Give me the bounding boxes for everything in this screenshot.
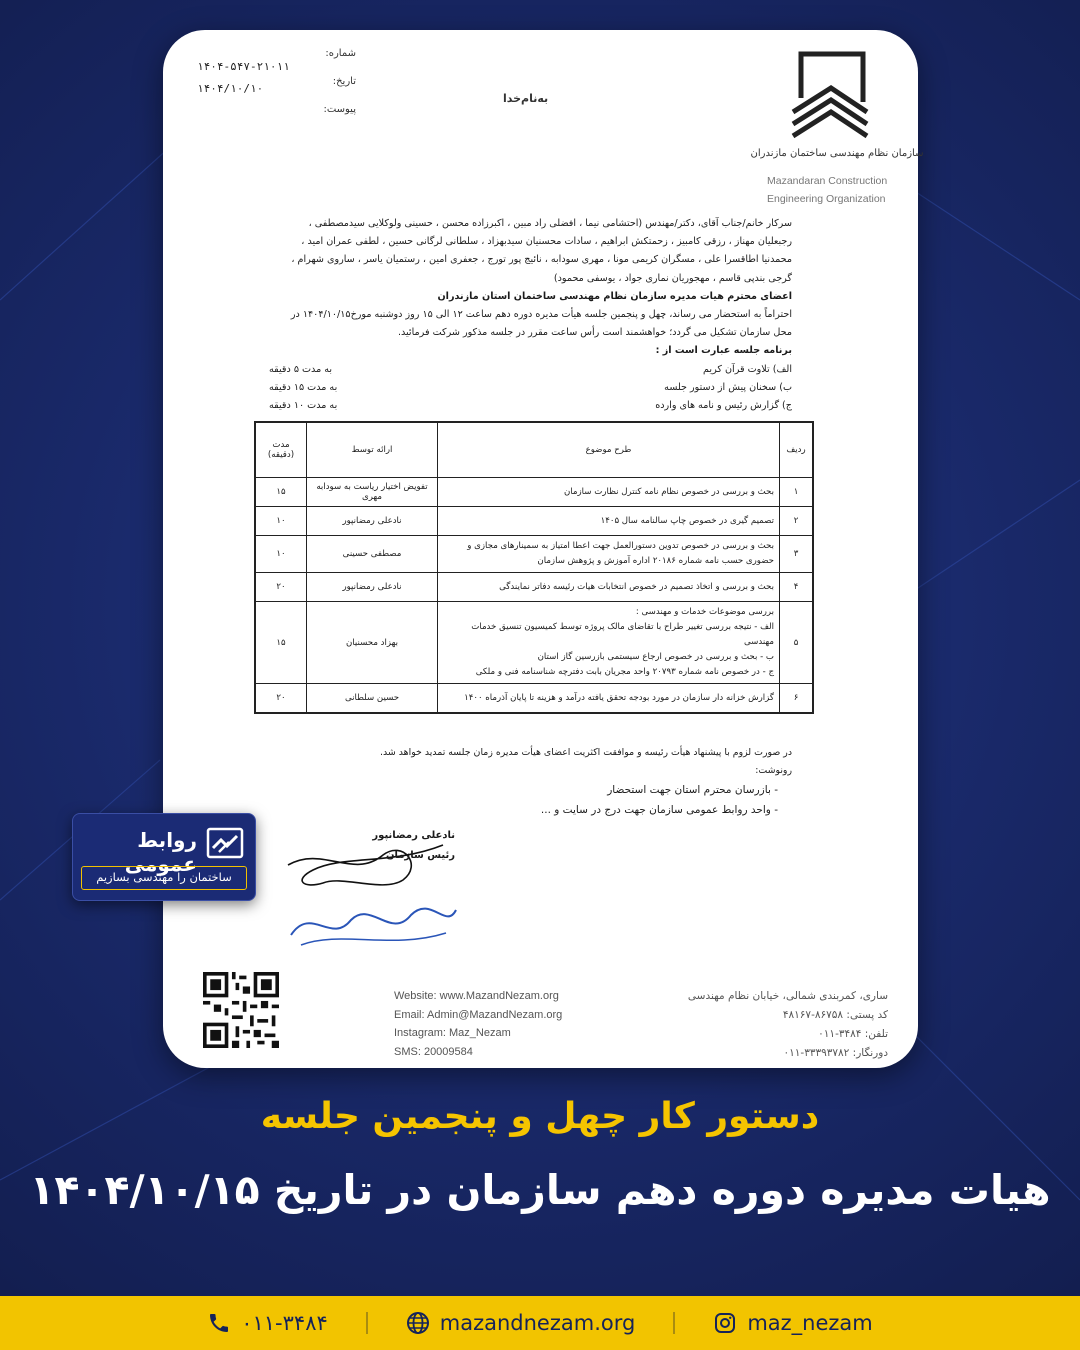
agenda-row (256, 573, 813, 602)
badge-title: روابط عمومی (124, 828, 197, 876)
label-date: تاریخ: (332, 76, 356, 87)
agenda-presenter: نادعلی رمضانپور (307, 573, 438, 602)
basmala: به‌نام‌خدا (503, 92, 549, 105)
agenda-row-number: ۲ (780, 507, 813, 536)
program-item (269, 361, 792, 379)
program-item-duration: به مدت ۵ دقیقه (269, 363, 333, 375)
agenda-body (256, 478, 813, 713)
agenda-topic (438, 507, 780, 536)
extension-note: در صورت لزوم با پیشنهاد هیأت رئیسه و موافقت اکثریت اعضای هیأت مدیره زمان جلسه تمدید خواهد شد. (380, 747, 792, 758)
program-item (269, 379, 792, 397)
agenda-topic (438, 602, 780, 684)
cc-item: - بازرسان محترم استان جهت استحضار (607, 784, 778, 796)
program-title: برنامه جلسه عبارت است از : (655, 345, 792, 357)
footer-fax: دورنگار: ۳۳۳۹۳۷۸۲-۰۱۱ (783, 1047, 888, 1059)
agenda-row (256, 507, 813, 536)
program-item-text: الف) تلاوت قرآن کریم (703, 363, 792, 375)
agenda-topic-line: الف - نتیجه بررسی تغییر طراح با تقاضای مالک پروژه توسط کمیسیون تنسیق خدمات (471, 622, 774, 632)
agenda-row (256, 536, 813, 573)
signer-title: رئیس سازمان (385, 850, 455, 861)
footer-sms: SMS: 20009584 (394, 1045, 473, 1058)
agenda-topic-line: بحث و بررسی و اتخاذ تصمیم در خصوص انتخابات هیات رئیسه دفاتر نمایندگی (499, 581, 774, 592)
footer-instagram: Instagram: Maz_Nezam (394, 1027, 511, 1039)
instagram-icon (713, 1311, 737, 1335)
header-topic: طرح موضوع (438, 423, 780, 478)
letter-document (163, 30, 924, 1068)
org-en-line1: Mazandaran Construction (767, 175, 888, 187)
agenda-duration: ۲۰ (256, 684, 307, 713)
program-item-duration: به مدت ۱۰ دقیقه (269, 400, 338, 412)
agenda-presenter: تفویض اختیار ریاست به سودابه مهری (307, 478, 438, 507)
agenda-topic-line: گزارش خزانه دار سازمان در مورد بودجه تحقق یافته درآمد و هزینه تا پایان آذرماه ۱۴۰۰ (464, 692, 774, 703)
agenda-row-number: ۱ (780, 478, 813, 507)
footer-address: ساری، کمربندی شمالی، خیابان نظام مهندسی (687, 990, 888, 1002)
qr-code (203, 972, 279, 1048)
agenda-row-number: ۶ (780, 684, 813, 713)
svg-text:سازمان نظام مهندسی ساختمان ماز: سازمان نظام مهندسی ساختمان مازندران (750, 148, 924, 159)
recipients-line: سرکار خانم/جناب آقای، دکتر/مهندس (احتشامی نیما ، افضلی راد مبین ، اکبرزاده محسن ، حسینی ولوکلایی سیدمصطفی ، (308, 218, 792, 229)
recipients-line: گرجی بندپی قاسم ، مهجوریان نماری جواد ، یوسفی محمود) (553, 272, 792, 284)
header-presenter: ارائه توسط (307, 423, 438, 478)
org-en-line2: Engineering Organization (767, 193, 886, 205)
agenda-topic (438, 536, 780, 573)
header-duration: مدت (دقیقه) (256, 423, 307, 478)
letter-meta-labels (306, 40, 356, 124)
headline-secondary: هیات مدیره دوره دهم سازمان در تاریخ ۱۴۰۴/۱۰/۱۵ (29, 1166, 1051, 1214)
agenda-row (256, 478, 813, 507)
agenda-topic-line: بحث و بررسی در خصوص نظام نامه کنترل نظارت سازمان (564, 486, 774, 497)
agenda-row-number: ۴ (780, 573, 813, 602)
contact-website[interactable] (406, 1311, 636, 1335)
recipients-line: رجبعلیان مهناز ، رزقی کامبیز ، زحمتکش ابراهیم ، سادات محسنیان سیدبهزاد ، سلطانی لرگانی حسین ، لطفی عمران امید ، (301, 236, 792, 248)
public-relations-badge (72, 813, 256, 901)
header-row-number: ردیف (780, 423, 813, 478)
footer-website: Website: www.MazandNezam.org (394, 990, 559, 1002)
letter-closing (363, 744, 792, 820)
footer-postal: کد پستی: ۸۶۷۵۸-۴۸۱۶۷ (782, 1009, 888, 1021)
contact-instagram[interactable] (713, 1311, 872, 1335)
agenda-topic-line: تصمیم گیری در خصوص چاپ سالنامه سال ۱۴۰۵ (600, 515, 774, 526)
letter-date: ۱۴۰۴/۱۰/۱۰ (197, 82, 264, 95)
letter-number: ۱۴۰۴-۵۴۷-۲۱۰۱۱ (197, 60, 290, 73)
footer-email: Email: Admin@MazandNezam.org (394, 1008, 563, 1021)
agenda-presenter: مصطفی حسینی (307, 536, 438, 573)
agenda-topic-line: بحث و بررسی در خصوص تدوین دستورالعمل جهت اعطا امتیاز به سمینارهای مجازی و (467, 541, 774, 551)
agenda-duration: ۲۰ (256, 573, 307, 602)
contact-instagram-text: maz_nezam (747, 1311, 873, 1335)
program-item-text: ج) گزارش رئیس و نامه های وارده (655, 400, 792, 412)
phone-icon (207, 1311, 231, 1335)
intro-line: محل سازمان تشکیل می گردد؛ خواهشمند است رأس ساعت مقرر در جلسه مذکور شرکت فرمائید. (397, 327, 792, 339)
program-item (269, 397, 792, 415)
organization-stamp (281, 895, 461, 955)
agenda-duration: ۱۵ (256, 602, 307, 684)
contact-phone[interactable] (207, 1311, 328, 1335)
agenda-duration: ۱۵ (256, 478, 307, 507)
bar-divider (673, 1312, 675, 1334)
org-english-name (767, 172, 887, 208)
footer-phone: تلفن: ۳۴۸۴-۰۱۱ (818, 1028, 888, 1040)
bar-divider (366, 1312, 368, 1334)
agenda-presenter: بهزاد محسنیان (307, 602, 438, 684)
agenda-topic-line: بررسی موضوعات خدمات و مهندسی : (635, 607, 774, 617)
agenda-row (256, 684, 813, 713)
agenda-duration: ۱۰ (256, 507, 307, 536)
agenda-topic-line: ب - بحث و بررسی در خصوص ارجاع سیستمی بازرسین گاز استان (537, 652, 774, 662)
program-item-text: ب) سخنان پیش از دستور جلسه (664, 381, 792, 393)
badge-slogan: ساختمان را مهندسی بسازیم (81, 866, 247, 890)
headline-primary: دستور کار چهل و پنجمین جلسه (260, 1096, 820, 1137)
agenda-topic-line: مهندسی (743, 637, 774, 647)
agenda-topic (438, 478, 780, 507)
signer-name: نادعلی رمضانپور (372, 830, 455, 841)
agenda-table (255, 422, 813, 713)
letter-body (269, 215, 792, 415)
contact-bar (0, 1296, 1080, 1350)
cc-item: - واحد روابط عمومی سازمان جهت درج در سایت و ... (540, 804, 778, 816)
agenda-presenter: حسین سلطانی (307, 684, 438, 713)
organization-logo (750, 40, 924, 165)
agenda-row-number: ۳ (780, 536, 813, 573)
letter-footer-address (688, 987, 888, 1063)
addressee: اعضای محترم هیات مدیره سازمان نظام مهندسی ساختمان استان مازندران (437, 290, 792, 302)
contact-phone-text: ۰۱۱-۳۴۸۴ (241, 1311, 328, 1335)
letter-meta-values (197, 56, 290, 100)
agenda-topic (438, 684, 780, 713)
handshake-icon (205, 826, 245, 860)
agenda-row-number: ۵ (780, 602, 813, 684)
agenda-row (256, 602, 813, 684)
program-item-duration: به مدت ۱۵ دقیقه (269, 381, 338, 393)
label-number: شماره: (325, 48, 356, 59)
agenda-topic (438, 573, 780, 602)
agenda-presenter: نادعلی رمضانپور (307, 507, 438, 536)
agenda-header-row (256, 423, 813, 478)
cc-title: رونوشت: (755, 765, 792, 776)
intro-line: احتراماً به استحضار می رساند، چهل و پنجمین جلسه هیأت مدیره دوره دهم ساعت ۱۲ الی ۱۵ روز دوشنبه مورخ۱۴۰۴/۱۰/۱۵ در (290, 309, 792, 321)
signer-block (345, 826, 455, 866)
agenda-topic-line: حضوری حسب نامه شماره ۲۰۱۸۶ اداره آموزش و پژوهش سازمان (537, 556, 774, 566)
letter-footer-contacts (394, 987, 562, 1061)
agenda-duration: ۱۰ (256, 536, 307, 573)
agenda-topic-line: ج - در خصوص نامه شماره ۲۰۷۹۳ واحد مجریان بابت دفترچه شناسنامه فنی و ملکی (475, 667, 774, 677)
label-attachment: پیوست: (323, 104, 356, 115)
globe-icon (406, 1311, 430, 1335)
recipients-line: محمدنیا اطاقسرا علی ، مسگران کریمی مونا ، مهری سودابه ، نائیج پور تورج ، جعفری امین ، رستمیان یاسر ، ساروی شهرام ، (291, 254, 792, 266)
contact-website-text: mazandnezam.org (439, 1311, 636, 1335)
